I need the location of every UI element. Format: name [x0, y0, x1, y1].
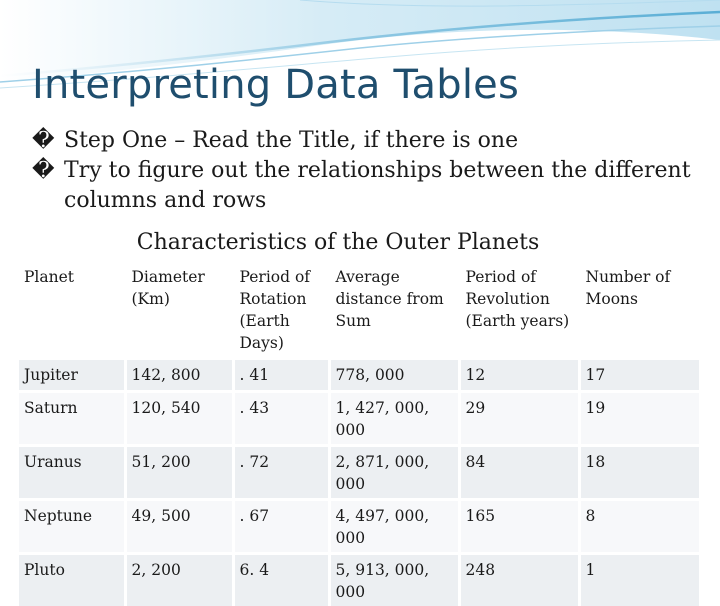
table-cell: 12	[459, 359, 579, 392]
column-header-revolution: Period of Revolution (Earth years)	[459, 262, 579, 359]
bullet-item	[32, 156, 702, 216]
slide-title: Interpreting Data Tables	[32, 62, 519, 108]
table-caption: Characteristics of the Outer Planets	[0, 230, 676, 255]
table-cell: 2, 200	[125, 554, 233, 606]
table-cell: 142, 800	[125, 359, 233, 392]
table-cell: 778, 000	[329, 359, 459, 392]
table-cell: 29	[459, 392, 579, 446]
bullet-text: Try to figure out the relationships between the different columns and rows	[64, 158, 691, 213]
table-cell: 120, 540	[125, 392, 233, 446]
table-cell: 248	[459, 554, 579, 606]
table-cell: . 43	[233, 392, 329, 446]
table-cell: 165	[459, 500, 579, 554]
bullet-list	[32, 126, 702, 216]
table-cell: . 41	[233, 359, 329, 392]
table-cell: 6. 4	[233, 554, 329, 606]
table-cell: 2, 871, 000, 000	[329, 446, 459, 500]
column-header-distance: Average distance from Sum	[329, 262, 459, 359]
table-cell: Jupiter	[19, 359, 125, 392]
table-cell: 8	[579, 500, 699, 554]
table-row	[19, 446, 699, 500]
table-cell: Neptune	[19, 500, 125, 554]
table-cell: 19	[579, 392, 699, 446]
table-cell: Saturn	[19, 392, 125, 446]
table-cell: 17	[579, 359, 699, 392]
bullet-item	[32, 126, 702, 156]
table-cell: 4, 497, 000, 000	[329, 500, 459, 554]
table-header-row	[19, 262, 699, 359]
column-header-moons: Number of Moons	[579, 262, 699, 359]
table-cell: Pluto	[19, 554, 125, 606]
table-cell: 1, 427, 000, 000	[329, 392, 459, 446]
table-row	[19, 500, 699, 554]
table-cell: 18	[579, 446, 699, 500]
bullet-glyph-icon: �	[32, 126, 64, 156]
table-cell: 5, 913, 000, 000	[329, 554, 459, 606]
table-cell: . 67	[233, 500, 329, 554]
table-row	[19, 392, 699, 446]
table-row	[19, 359, 699, 392]
column-header-planet: Planet	[19, 262, 125, 359]
table-cell: . 72	[233, 446, 329, 500]
table-cell: 51, 200	[125, 446, 233, 500]
table-row	[19, 554, 699, 606]
bullet-text: Step One – Read the Title, if there is one	[64, 128, 518, 153]
planets-table	[19, 262, 699, 606]
column-header-diameter: Diameter (Km)	[125, 262, 233, 359]
table-cell: 49, 500	[125, 500, 233, 554]
table-cell: Uranus	[19, 446, 125, 500]
table-cell: 84	[459, 446, 579, 500]
table-cell: 1	[579, 554, 699, 606]
column-header-rotation: Period of Rotation (Earth Days)	[233, 262, 329, 359]
bullet-glyph-icon: �	[32, 156, 64, 186]
